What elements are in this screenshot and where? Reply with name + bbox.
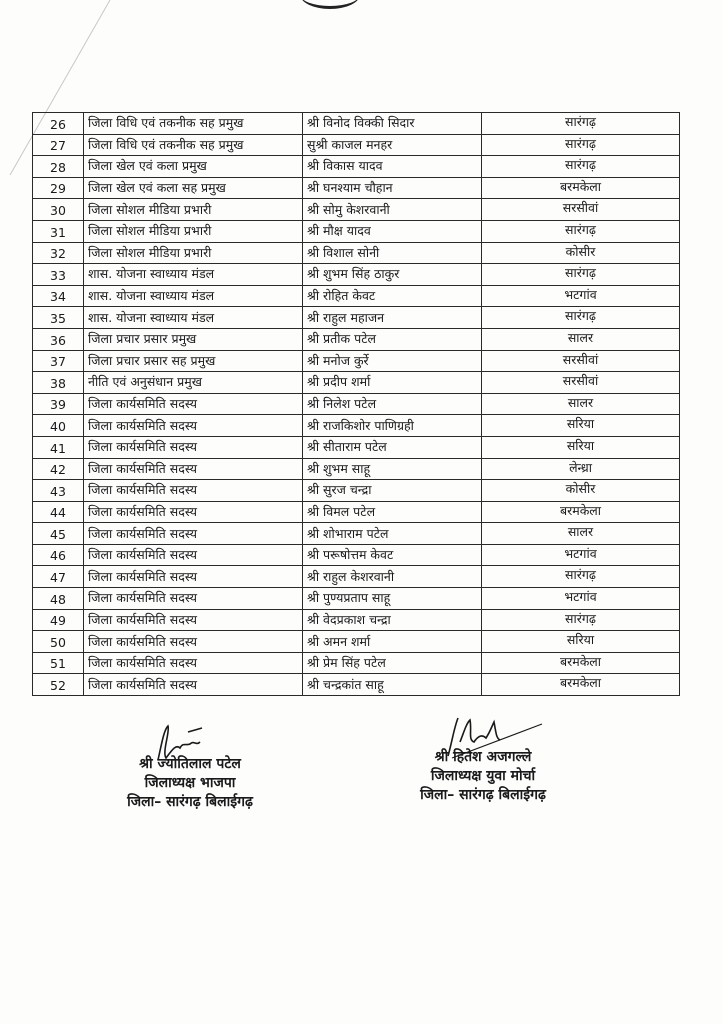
serial-number: 27: [33, 134, 84, 156]
table-row: [33, 220, 680, 242]
place-cell: सरिया: [482, 415, 680, 437]
serial-number: 48: [33, 588, 84, 610]
serial-number: 26: [33, 113, 84, 135]
place-cell: बरमकेला: [482, 501, 680, 523]
name-cell: श्री विशाल सोनी: [303, 242, 482, 264]
serial-number: 41: [33, 436, 84, 458]
signatory-name: श्री हितेश अजगल्ले: [434, 749, 532, 765]
place-cell: सालर: [482, 328, 680, 350]
post-cell: जिला विधि एवं तकनीक सह प्रमुख: [84, 113, 303, 135]
table-row: [33, 199, 680, 221]
table-row: [33, 242, 680, 264]
place-cell: सरसीवां: [482, 372, 680, 394]
name-cell: श्री सोमु केशरवानी: [303, 199, 482, 221]
table-row: [33, 523, 680, 545]
name-cell: श्री प्रतीक पटेल: [303, 328, 482, 350]
table-row: [33, 631, 680, 653]
post-cell: जिला सोशल मीडिया प्रभारी: [84, 220, 303, 242]
serial-number: 33: [33, 264, 84, 286]
post-cell: जिला कार्यसमिति सदस्य: [84, 674, 303, 696]
place-cell: सरसीवां: [482, 350, 680, 372]
table-row: [33, 544, 680, 566]
place-cell: सालर: [482, 523, 680, 545]
members-table: [32, 112, 680, 696]
place-cell: भटगांव: [482, 544, 680, 566]
table-row: [33, 328, 680, 350]
serial-number: 44: [33, 501, 84, 523]
place-cell: कोसीर: [482, 242, 680, 264]
table-row: [33, 674, 680, 696]
serial-number: 32: [33, 242, 84, 264]
name-cell: श्री मनोज कुर्रे: [303, 350, 482, 372]
post-cell: जिला कार्यसमिति सदस्य: [84, 631, 303, 653]
post-cell: जिला कार्यसमिति सदस्य: [84, 393, 303, 415]
table-row: [33, 501, 680, 523]
place-cell: भटगांव: [482, 588, 680, 610]
top-ink-mark: [300, 0, 360, 9]
table-row: [33, 458, 680, 480]
table-row: [33, 177, 680, 199]
table-row: [33, 134, 680, 156]
table-row: [33, 350, 680, 372]
serial-number: 52: [33, 674, 84, 696]
name-cell: श्री निलेश पटेल: [303, 393, 482, 415]
serial-number: 31: [33, 220, 84, 242]
name-cell: श्री राजकिशोर पाणिग्रही: [303, 415, 482, 437]
serial-number: 50: [33, 631, 84, 653]
table-row: [33, 307, 680, 329]
serial-number: 37: [33, 350, 84, 372]
place-cell: भटगांव: [482, 285, 680, 307]
table-row: [33, 588, 680, 610]
place-cell: कोसीर: [482, 480, 680, 502]
serial-number: 42: [33, 458, 84, 480]
post-cell: जिला कार्यसमिति सदस्य: [84, 544, 303, 566]
post-cell: जिला खेल एवं कला सह प्रमुख: [84, 177, 303, 199]
place-cell: सरसीवां: [482, 199, 680, 221]
place-cell: बरमकेला: [482, 674, 680, 696]
name-cell: श्री पुण्यप्रताप साहू: [303, 588, 482, 610]
post-cell: जिला प्रचार प्रसार प्रमुख: [84, 328, 303, 350]
table-row: [33, 372, 680, 394]
post-cell: जिला प्रचार प्रसार सह प्रमुख: [84, 350, 303, 372]
serial-number: 40: [33, 415, 84, 437]
signatory-district: जिला– सारंगढ़ बिलाईगढ़: [127, 794, 253, 810]
post-cell: जिला कार्यसमिति सदस्य: [84, 523, 303, 545]
table-row: [33, 113, 680, 135]
post-cell: जिला कार्यसमिति सदस्य: [84, 609, 303, 631]
post-cell: जिला कार्यसमिति सदस्य: [84, 436, 303, 458]
post-cell: जिला खेल एवं कला प्रमुख: [84, 156, 303, 178]
signatory-district: जिला– सारंगढ़ बिलाईगढ़: [420, 787, 546, 803]
table-row: [33, 264, 680, 286]
place-cell: सालर: [482, 393, 680, 415]
signature-block-left: [95, 755, 285, 812]
name-cell: श्री शुभम सिंह ठाकुर: [303, 264, 482, 286]
serial-number: 35: [33, 307, 84, 329]
serial-number: 36: [33, 328, 84, 350]
table-row: [33, 652, 680, 674]
post-cell: शास. योजना स्वाध्याय मंडल: [84, 285, 303, 307]
name-cell: श्री सुरज चन्द्रा: [303, 480, 482, 502]
name-cell: श्री वेदप्रकाश चन्द्रा: [303, 609, 482, 631]
serial-number: 34: [33, 285, 84, 307]
table-row: [33, 285, 680, 307]
name-cell: श्री सीताराम पटेल: [303, 436, 482, 458]
place-cell: सारंगढ़: [482, 134, 680, 156]
name-cell: श्री मौक्ष यादव: [303, 220, 482, 242]
name-cell: सुश्री काजल मनहर: [303, 134, 482, 156]
place-cell: सारंगढ़: [482, 566, 680, 588]
name-cell: श्री राहुल महाजन: [303, 307, 482, 329]
place-cell: सरिया: [482, 436, 680, 458]
place-cell: सारंगढ़: [482, 220, 680, 242]
table-row: [33, 436, 680, 458]
name-cell: श्री प्रेम सिंह पटेल: [303, 652, 482, 674]
post-cell: जिला कार्यसमिति सदस्य: [84, 415, 303, 437]
name-cell: श्री विकास यादव: [303, 156, 482, 178]
name-cell: श्री शुभम साहू: [303, 458, 482, 480]
place-cell: बरमकेला: [482, 652, 680, 674]
post-cell: जिला कार्यसमिति सदस्य: [84, 566, 303, 588]
name-cell: श्री प्रदीप शर्मा: [303, 372, 482, 394]
name-cell: श्री परूषोत्तम केवट: [303, 544, 482, 566]
place-cell: सारंगढ़: [482, 264, 680, 286]
post-cell: जिला विधि एवं तकनीक सह प्रमुख: [84, 134, 303, 156]
name-cell: श्री शोभाराम पटेल: [303, 523, 482, 545]
name-cell: श्री चन्द्रकांत साहू: [303, 674, 482, 696]
serial-number: 45: [33, 523, 84, 545]
place-cell: सारंगढ़: [482, 156, 680, 178]
place-cell: सारंगढ़: [482, 609, 680, 631]
place-cell: सरिया: [482, 631, 680, 653]
post-cell: नीति एवं अनुसंधान प्रमुख: [84, 372, 303, 394]
signatory-name: श्री ज्योतिलाल पटेल: [139, 756, 241, 772]
table-row: [33, 415, 680, 437]
name-cell: श्री विमल पटेल: [303, 501, 482, 523]
place-cell: सारंगढ़: [482, 113, 680, 135]
post-cell: जिला सोशल मीडिया प्रभारी: [84, 199, 303, 221]
place-cell: सारंगढ़: [482, 307, 680, 329]
name-cell: श्री राहुल केशरवानी: [303, 566, 482, 588]
serial-number: 39: [33, 393, 84, 415]
post-cell: शास. योजना स्वाध्याय मंडल: [84, 307, 303, 329]
table-row: [33, 609, 680, 631]
serial-number: 28: [33, 156, 84, 178]
place-cell: बरमकेला: [482, 177, 680, 199]
serial-number: 49: [33, 609, 84, 631]
name-cell: श्री घनश्याम चौहान: [303, 177, 482, 199]
signatory-title: जिलाध्यक्ष युवा मोर्चा: [430, 768, 536, 784]
table-row: [33, 393, 680, 415]
signature-block-right: [398, 748, 568, 805]
post-cell: जिला कार्यसमिति सदस्य: [84, 501, 303, 523]
serial-number: 47: [33, 566, 84, 588]
post-cell: जिला कार्यसमिति सदस्य: [84, 480, 303, 502]
post-cell: जिला कार्यसमिति सदस्य: [84, 458, 303, 480]
serial-number: 29: [33, 177, 84, 199]
serial-number: 46: [33, 544, 84, 566]
serial-number: 43: [33, 480, 84, 502]
name-cell: श्री रोहित केवट: [303, 285, 482, 307]
signatory-title: जिलाध्यक्ष भाजपा: [144, 775, 236, 791]
table-row: [33, 156, 680, 178]
name-cell: श्री अमन शर्मा: [303, 631, 482, 653]
place-cell: लेन्ध्रा: [482, 458, 680, 480]
table-row: [33, 566, 680, 588]
serial-number: 38: [33, 372, 84, 394]
post-cell: शास. योजना स्वाध्याय मंडल: [84, 264, 303, 286]
serial-number: 30: [33, 199, 84, 221]
post-cell: जिला सोशल मीडिया प्रभारी: [84, 242, 303, 264]
post-cell: जिला कार्यसमिति सदस्य: [84, 588, 303, 610]
post-cell: जिला कार्यसमिति सदस्य: [84, 652, 303, 674]
table-row: [33, 480, 680, 502]
serial-number: 51: [33, 652, 84, 674]
name-cell: श्री विनोद विक्की सिदार: [303, 113, 482, 135]
